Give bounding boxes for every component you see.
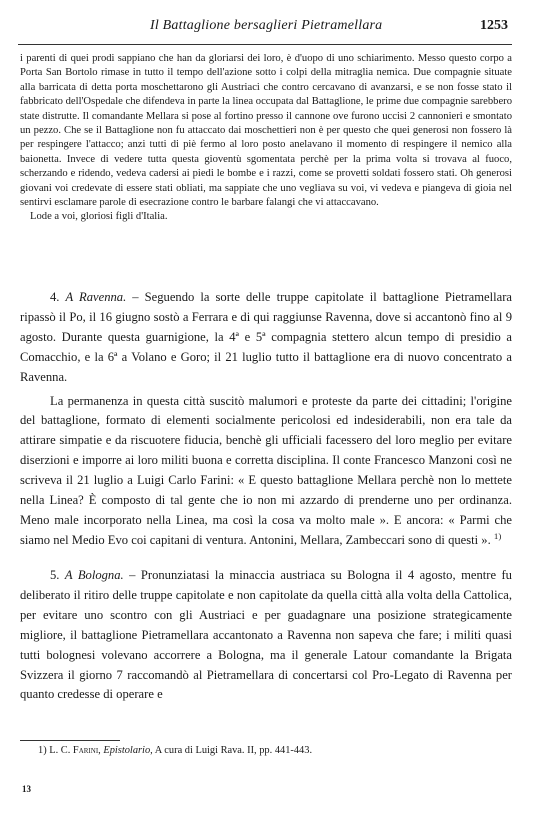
section-4-number: 4. [50,290,60,304]
quote-closing: Lode a voi, gloriosi figli d'Italia. [30,211,168,223]
footnote [38,745,312,756]
section-5-title: A Bologna. [64,568,124,582]
section-5-number: 5. [50,568,60,582]
section-5-paragraph [20,566,512,705]
header-rule [18,44,512,45]
signature-mark: 13 [22,784,31,794]
section-4-paragraph-2 [20,392,512,551]
footnote-author: L. C. Farini, [49,745,101,756]
page-number: 1253 [480,18,508,33]
running-title: Il Battaglione bersaglieri Pietramellara [150,18,383,33]
section-4 [20,288,512,551]
footnote-marker: 1) [38,745,47,756]
section-5-text: – Pronunziatasi la minaccia austriaca su Bologna il 4 agosto, mentre fu deliberato il ritiro delle truppe capitolate e non capitolate da quella città alla volta della Cattolica, per evitare uno scontro con gli Austriaci e per guadagnare una posizione strategicamente migliore, il battaglione Pietramellara accantonato a Ravenna non sapeva che fare; i militi quasi tutti bolognesi volevano accorrere a Bologna, ma il generale Latour comandante la Brigata Svizzera il giorno 7 raccomandò al Pietramellara di concertarsi col Pro-Legato di Ravenna per quanto credesse di operare e [20,568,512,702]
footnote-reference: 1) [493,530,502,541]
footnote-rule [20,740,120,741]
footnote-rest: A cura di Luigi Rava. II, pp. 441-443. [154,745,313,756]
section-4-title: A Ravenna. [65,290,127,304]
section-4-text: – Seguendo la sorte delle truppe capitolate il battaglione Pietramellara ripassò il Po, il 16 giugno sostò a Ferrara e di qui raggiunse Ravenna, dove si accantonò fino al 9 agosto. Durante questa guarnigione, la 4ª e 5ª compagnia stettero alcun tempo di presidio a Comacchio, e la 6ª a Volano e Goro; il 21 luglio tutto il battaglione era di nuovo concentrato a Ravenna. [20,290,512,384]
section-4-para2: La permanenza in questa città suscitò malumori e proteste da parte dei cittadini; l'origine del battaglione, formato di elementi socialmente pericolosi ed indesiderabili, non era tale da attirare simpatie e da riscuotere fiducia, benchè gli ufficiali facessero del loro meglio per evitare diserzioni e imporre ai loro militi buona e corretta disciplina. Il conte Francesco Manzoni così ne scriveva il 21 luglio a Luigi Carlo Farini: « E questo battaglione Mellara perchè non lo mettete nella Linea? È composto di tal gente che io non mi azzardo di prenderne uno per ordinanza. Meno male incorporato nella Linea, ma così la cosa va molto male ». E ancora: « Parmi che siamo nel Medio Evo coi capitani di ventura. Antonini, Mellara, Zambeccari sono di questi ». [20,393,512,547]
quote-text: i parenti di quei prodi sappiano che han da gloriarsi dei loro, è d'uopo di uno schiarimento. Messo questo corpo a Porta San Bortolo rimase in tutto il tempo dell'azione sotto i colpi della mitraglia nemica. Due compagnie situate alla barricata di detta porta moschettarono gli Austriaci che contro cercavano di avanzarsi, e se non fosse stato il fabbricato dell'Ospedale che difendeva in parte la linea occupata dal Battaglione, le prime due compagnie sarebbero state distrutte. Il comandante Mellara si pose al fortino presso il cannone ove furono uccisi 2 cannonieri e smontato un pezzo. Che se il Battaglione non fu attaccato dai moschettieri non è per questo che quei generosi non fossero là per respingere l'attacco; anzi tutti di piè fermo al loro posto anelavano il momento di respingere il nemico alla baionetta. Invece di vedere tutta questa gioventù sgomentata perchè per la prima volta si trovava al fuoco, scherzando e ridendo, vedeva cadersi ai piedi le bombe e i razzi, come se provetti soldati fossero stati. Oh generosi giovani voi credevate di essere stati obliati, ma sappiate che uno vegliava su voi, vi vedeva e piangeva di gioia nel sentirvi esclamare parole di esecrazione contro le barbare falangi che vi attaccavano. [20,53,512,209]
section-5 [20,566,512,705]
footnote-work: Epistolario, [103,745,153,756]
quote-block [20,52,512,225]
section-4-paragraph [20,288,512,388]
running-header [0,18,550,40]
